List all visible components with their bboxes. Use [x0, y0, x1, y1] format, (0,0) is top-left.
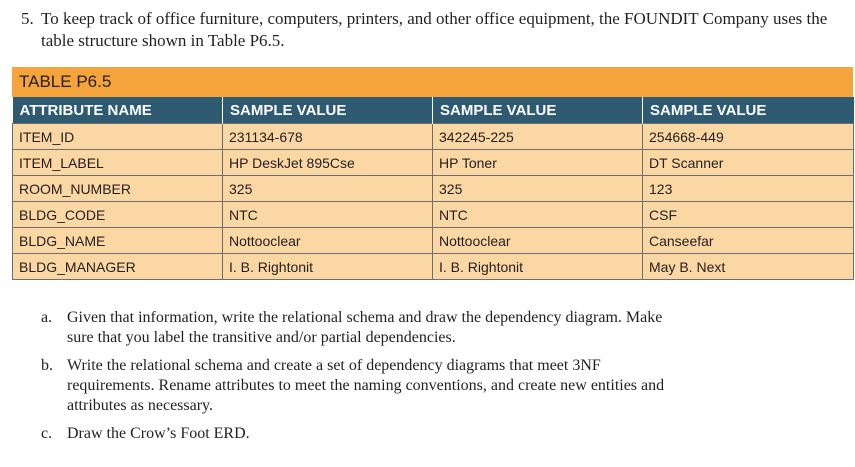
- question-number: 5.: [21, 9, 34, 28]
- table-caption: TABLE P6.5: [12, 67, 853, 97]
- table-row: [13, 228, 854, 254]
- table-row: [13, 176, 854, 202]
- table-cell: BLDG_MANAGER: [13, 254, 223, 280]
- column-header-attribute-name: ATTRIBUTE NAME: [13, 97, 223, 124]
- part-label: b.: [41, 357, 53, 374]
- table-cell: Nottooclear: [223, 228, 433, 254]
- data-table: [12, 97, 854, 280]
- table-cell: Canseefar: [643, 228, 854, 254]
- table-row: [13, 202, 854, 228]
- table-cell: CSF: [643, 202, 854, 228]
- table-cell: HP DeskJet 895Cse: [223, 150, 433, 176]
- column-header-sample-value-3: SAMPLE VALUE: [643, 97, 854, 124]
- table-cell: Nottooclear: [433, 228, 643, 254]
- table-cell: 325: [223, 176, 433, 202]
- part-label: c.: [41, 425, 53, 442]
- column-header-sample-value-2: SAMPLE VALUE: [433, 97, 643, 124]
- part-text: Write the relational schema and create a set of dependency diagrams that meet 3NF requirements. Rename attributes to meet the naming conventions, and create new entities and attributes as necessary.: [67, 357, 665, 414]
- question-part-a: [41, 308, 681, 348]
- table-cell: 254668-449: [643, 124, 854, 150]
- column-header-sample-value-1: SAMPLE VALUE: [223, 97, 433, 124]
- table-cell: ITEM_ID: [13, 124, 223, 150]
- table-cell: 325: [433, 176, 643, 202]
- table-cell: May B. Next: [643, 254, 854, 280]
- table-cell: BLDG_NAME: [13, 228, 223, 254]
- question-part-c: [41, 424, 681, 444]
- part-label: a.: [41, 309, 53, 326]
- table-p6-5: [12, 67, 853, 280]
- table-header-row: [13, 97, 854, 124]
- table-cell: BLDG_CODE: [13, 202, 223, 228]
- table-row: [13, 254, 854, 280]
- question-part-b: [41, 356, 681, 416]
- part-text: Given that information, write the relational schema and draw the dependency diagram. Make sure that you label the transitive and/or partial dependencies.: [67, 309, 663, 346]
- table-cell: NTC: [433, 202, 643, 228]
- table-row: [13, 150, 854, 176]
- table-cell: ROOM_NUMBER: [13, 176, 223, 202]
- part-text: Draw the Crow’s Foot ERD.: [67, 425, 250, 442]
- table-row: [13, 124, 854, 150]
- table-cell: DT Scanner: [643, 150, 854, 176]
- table-cell: 123: [643, 176, 854, 202]
- question-parts: [41, 308, 681, 452]
- table-cell: ITEM_LABEL: [13, 150, 223, 176]
- table-cell: NTC: [223, 202, 433, 228]
- table-cell: I. B. Rightonit: [433, 254, 643, 280]
- table-cell: I. B. Rightonit: [223, 254, 433, 280]
- table-cell: 231134-678: [223, 124, 433, 150]
- table-cell: HP Toner: [433, 150, 643, 176]
- table-cell: 342245-225: [433, 124, 643, 150]
- question-text: To keep track of office furniture, computers, printers, and other office equipment, the FOUNDIT Company uses the table structure shown in Table P6.5.: [41, 9, 828, 50]
